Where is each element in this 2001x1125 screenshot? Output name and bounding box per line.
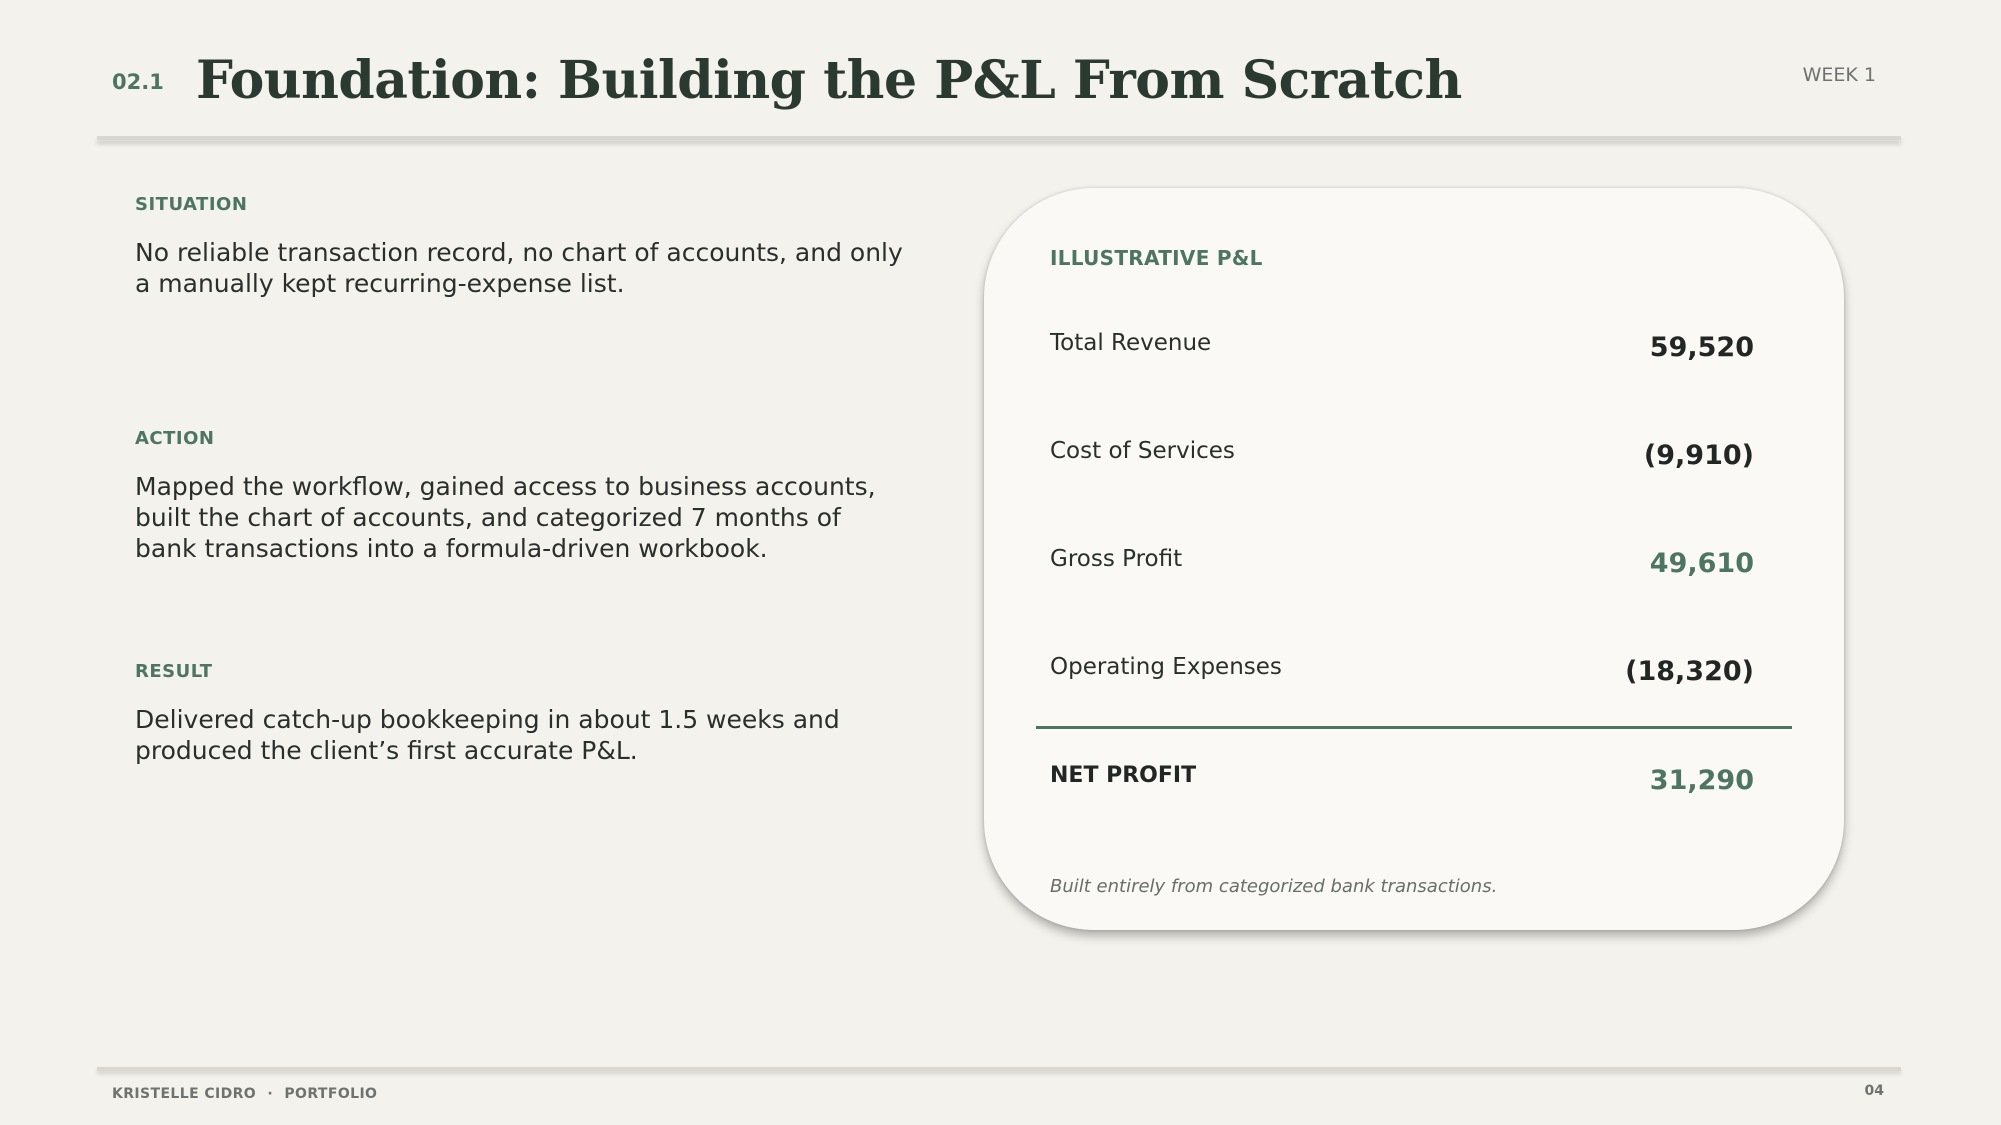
pl-row-value: (9,910) <box>1643 440 1754 471</box>
pl-row-label: Operating Expenses <box>1050 654 1282 680</box>
pl-row-label: NET PROFIT <box>1050 763 1197 788</box>
situation-label: SITUATION <box>135 194 248 215</box>
week-label: WEEK 1 <box>1802 64 1876 86</box>
pl-card-note: Built entirely from categorized bank transactions. <box>1050 876 1498 897</box>
result-block <box>135 661 905 766</box>
pl-total-divider <box>1036 726 1792 729</box>
pl-row-net-profit <box>1050 763 1754 803</box>
pl-row-label: Total Revenue <box>1050 330 1212 356</box>
pl-row-gross-profit <box>1050 546 1754 586</box>
pl-row-label: Cost of Services <box>1050 438 1235 464</box>
footer-credit <box>112 1086 377 1102</box>
pl-row-cost-of-services <box>1050 438 1754 478</box>
pl-card-label: ILLUSTRATIVE P&L <box>1050 246 1263 270</box>
footer-separator: · <box>267 1086 274 1102</box>
situation-text: No reliable transaction record, no chart of accounts, and only a manually kept recurring-expense list. <box>135 238 903 298</box>
result-text: Delivered catch-up bookkeeping in about 1.5 weeks and produced the client’s first accurate P&L. <box>135 705 840 765</box>
header-divider <box>97 136 1901 140</box>
page-title: Foundation: Building the P&L From Scratch <box>196 50 1462 111</box>
result-label: RESULT <box>135 661 213 682</box>
pl-row-operating-expenses <box>1050 654 1754 694</box>
action-text: Mapped the workflow, gained access to business accounts, built the chart of accounts, and categorized 7 months of bank transactions into a formula-driven workbook. <box>135 472 876 563</box>
pl-row-total-revenue <box>1050 330 1754 370</box>
footer-divider <box>97 1067 1901 1071</box>
situation-block <box>135 194 905 299</box>
pl-row-value: 49,610 <box>1649 548 1754 579</box>
footer-author: KRISTELLE CIDRO <box>112 1086 257 1102</box>
section-number: 02.1 <box>112 70 164 94</box>
pl-card <box>984 188 1844 930</box>
action-label: ACTION <box>135 428 215 449</box>
action-block <box>135 428 905 564</box>
pl-row-label: Gross Profit <box>1050 546 1183 572</box>
pl-row-value: (18,320) <box>1625 656 1754 687</box>
page-number: 04 <box>1864 1083 1884 1099</box>
pl-row-value: 59,520 <box>1649 332 1754 363</box>
footer-section: PORTFOLIO <box>284 1086 378 1102</box>
pl-row-value: 31,290 <box>1649 765 1754 796</box>
